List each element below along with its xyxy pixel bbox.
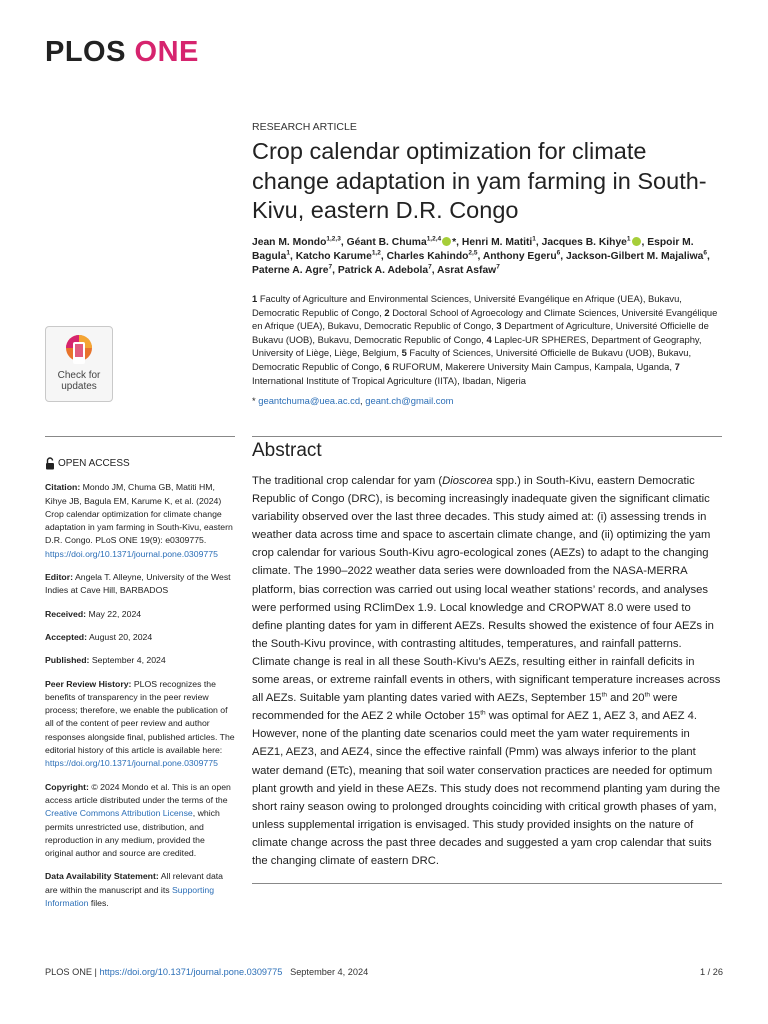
open-access-text: OPEN ACCESS bbox=[58, 458, 130, 469]
supporting-info-link[interactable]: Supporting Information bbox=[45, 884, 215, 909]
email-link-1[interactable]: geantchuma@uea.ac.cd bbox=[258, 395, 361, 406]
badge-line1: Check for bbox=[57, 370, 101, 381]
published-date: Published: September 4, 2024 bbox=[45, 655, 166, 666]
author-name[interactable]: Géant B. Chuma$^{1,2,4}$ * bbox=[346, 235, 457, 248]
copyright-block: Copyright: © 2024 Mondo et al. This is an open access article distributed under the terms of the Creative Commons Attribution License, which permits unrestricted use, distribution, and reproduction in any medium, provided the original author and source are credited. bbox=[45, 781, 231, 859]
badge-line2: updates bbox=[61, 381, 97, 392]
editor-block: Editor: Angela T. Alleyne, University of the West Indies at Cave Hill, BARBADOS bbox=[45, 572, 231, 596]
data-availability-block: Data Availability Statement: All relevant data are within the manuscript and its Supporting Information files. bbox=[45, 871, 224, 909]
open-access-label bbox=[45, 457, 235, 470]
logo-plos: PLOS bbox=[45, 36, 126, 68]
corresponding-author-marker: * bbox=[452, 237, 457, 248]
citation-block: Citation: Mondo JM, Chuma GB, Matiti HM, Kihye JB, Bagula EM, Karume K, et al. (2024) Crop calendar optimization for climate change adaptation in yam farming in South-Kivu, eastern D.R. Congo. PLoS ONE 19(9): e0309775. https://doi.org/10.1371/journal.pone.0309775 bbox=[45, 482, 233, 559]
received-date: Received: May 22, 2024 bbox=[45, 608, 142, 619]
logo-one: ONE bbox=[134, 36, 199, 68]
abstract-divider-bottom bbox=[252, 883, 722, 884]
orcid-icon[interactable] bbox=[632, 237, 641, 246]
accepted-date: Accepted: August 20, 2024 bbox=[45, 631, 153, 642]
orcid-icon[interactable] bbox=[442, 237, 451, 246]
author-name[interactable]: Charles Kahindo$^{2,5}$ bbox=[386, 249, 478, 263]
author-name[interactable]: Patrick A. Adebola$^7$ bbox=[337, 263, 432, 277]
open-lock-icon bbox=[45, 457, 55, 470]
crossmark-icon bbox=[64, 333, 94, 367]
author-name[interactable]: Jacques B. Kihye$^1$ bbox=[542, 237, 642, 248]
abstract-text: The traditional crop calendar for yam (Dioscorea spp.) in South-Kivu, eastern Democratic Republic of Congo (DRC), is becoming increasingly inadequate given the significant climatic variability observed over the last three decades. This study aimed at: (i) assessing trends in weather data across time and space to ascertain climate change, and (ii) optimizing the yam crop calendar for various South-Kivu agro-ecological zones (AEZs) to adapt to the changing climate. The 1990–2022 weather data series were downloaded from the NASA-MERRA platform, bias correction was carried out using local weather stations’ records, and analyses were performed using RClimDex 1.9. Local knowledge and CROPWAT 8.0 were used to define planting dates for yam in different AEZs. Results showed the existence of four AEZs in the South-Kivu province, with contrasting altitudes, temperatures, and rainfall patterns. Climate change is real in all these South-Kivu’s AEZs, resulting either in rainfall deficits in some areas, or extreme rainfall events in others, with significant temperature increases across all AEZs. Suitable yam planting dates varied with AEZs, September 15th and 20th were recommended for the AEZ 2 while October 15th was optimal for AEZ 1, AEZ 3, and AEZ 4. However, none of the planting date scenarios could meet the yam water requirements in AEZ1, AEZ3, and AEZ4, since the effective rainfall (Pmm) was always inferior to the plant water demand (ETc), meaning that soil water conservation practices are needed for optimum plant growth and yield in these AEZs. This study does not recommend planting yam during the short rainy season owing to prolonged droughts coinciding with critical growth phases of yam, unless supplemental irrigation is envisaged. This study provided insights on the nature of climate change across the past three decades and suggested a yam crop calendar that suits the changing climate of eastern DRC. bbox=[252, 475, 721, 867]
page-number: 1 / 26 bbox=[700, 967, 723, 977]
abstract-heading: Abstract bbox=[252, 440, 322, 461]
page-footer: PLOS ONE | https://doi.org/10.1371/journal.pone.0309775 September 4, 2024 1 / 26 bbox=[45, 967, 723, 977]
check-for-updates-badge[interactable] bbox=[45, 326, 113, 402]
author-name[interactable]: Jackson-Gilbert M. Majaliwa$^6$ bbox=[565, 249, 707, 263]
affiliation-item: 2 Doctoral School of Agroecology and Climate Sciences, Université Evangélique en Afrique (UEA), Bukavu, Democratic Republic of Congo, bbox=[252, 306, 718, 332]
email-link-2[interactable]: geant.ch@gmail.com bbox=[365, 395, 454, 406]
peer-review-link[interactable]: https://doi.org/10.1371/journal.pone.0309775 bbox=[45, 758, 218, 769]
article-title: Crop calendar optimization for climate change adaptation in yam farming in South-Kivu, eastern D.R. Congo bbox=[252, 138, 707, 223]
journal-logo[interactable] bbox=[45, 36, 199, 69]
author-name[interactable]: Henri M. Matiti$^1$ bbox=[461, 235, 536, 248]
affiliation-item: 7 International Institute of Tropical Agriculture (IITA), Ibadan, Nigeria bbox=[252, 360, 680, 386]
citation-doi-link[interactable]: https://doi.org/10.1371/journal.pone.0309775 bbox=[45, 548, 218, 559]
abstract-divider-top bbox=[252, 436, 722, 437]
affiliation-item: 5 Faculty of Sciences, Université Officielle de Bukavu (UOB), Bukavu, Democratic Republic of Congo, bbox=[252, 347, 692, 372]
affiliation-item: 4 Laplec-UR SPHERES, Department of Geography, University of Liège, Liège, Belgium, bbox=[252, 333, 702, 359]
author-name[interactable]: Espoir M. Bagula$^1$ bbox=[252, 237, 694, 263]
affiliation-item: 3 Department of Agriculture, Université Officielle de Bukavu (UOB), Bukavu, Democratic Republic of Congo, bbox=[252, 320, 709, 345]
affiliation-item: 1 Faculty of Agriculture and Environmental Sciences, Université Evangélique en Afrique (UEA), Bukavu, Democratic Republic of Congo, bbox=[252, 293, 682, 318]
author-name[interactable]: Anthony Egeru$^6$ bbox=[482, 249, 561, 263]
affiliations bbox=[252, 292, 722, 387]
corresponding-email: * geantchuma@uea.ac.cd, geant.ch@gmail.com bbox=[252, 395, 454, 406]
affiliation-item: 6 RUFORUM, Makerere University Main Campus, Kampala, Uganda, bbox=[384, 360, 672, 372]
footer-date: September 4, 2024 bbox=[290, 967, 369, 977]
article-type: RESEARCH ARTICLE bbox=[252, 121, 357, 133]
footer-doi-link[interactable]: https://doi.org/10.1371/journal.pone.0309775 bbox=[99, 967, 283, 977]
author-name[interactable]: Katcho Karume$^{1,2}$ bbox=[295, 249, 381, 263]
license-link[interactable]: Creative Commons Attribution License bbox=[45, 808, 193, 819]
footer-journal: PLOS ONE bbox=[45, 967, 92, 977]
article-metadata-sidebar bbox=[45, 436, 235, 920]
author-list: Jean M. Mondo$^{1,2,3}$, Géant B. Chuma$^{1,2,4}$ *, Henri M. Matiti$^1$, Jacques B. Kihye$^1$ , Espoir M. Bagula$^1$, Katcho Karume$^{1,2}$, Charles Kahindo$^{2,5}$, Anthony Egeru$^6$, Jackson-Gilbert M. Majaliwa$^6$, Paterne A. Agre$^7$, Patrick A. Adebola$^7$, Asrat Asfaw$^7$ bbox=[252, 235, 710, 277]
sidebar-divider bbox=[45, 436, 235, 437]
peer-review-block: Peer Review History: PLOS recognizes the benefits of transparency in the peer review process; therefore, we enable the publication of all of the content of peer review and author responses alongside final, published articles. The editorial history of this article is available here: https://doi.org/10.1371/journal.pone.0309775 bbox=[45, 678, 235, 769]
author-name[interactable]: Jean M. Mondo$^{1,2,3}$ bbox=[252, 235, 341, 248]
author-name[interactable]: Asrat Asfaw$^7$ bbox=[437, 263, 500, 277]
author-name[interactable]: Paterne A. Agre$^7$ bbox=[252, 263, 333, 277]
